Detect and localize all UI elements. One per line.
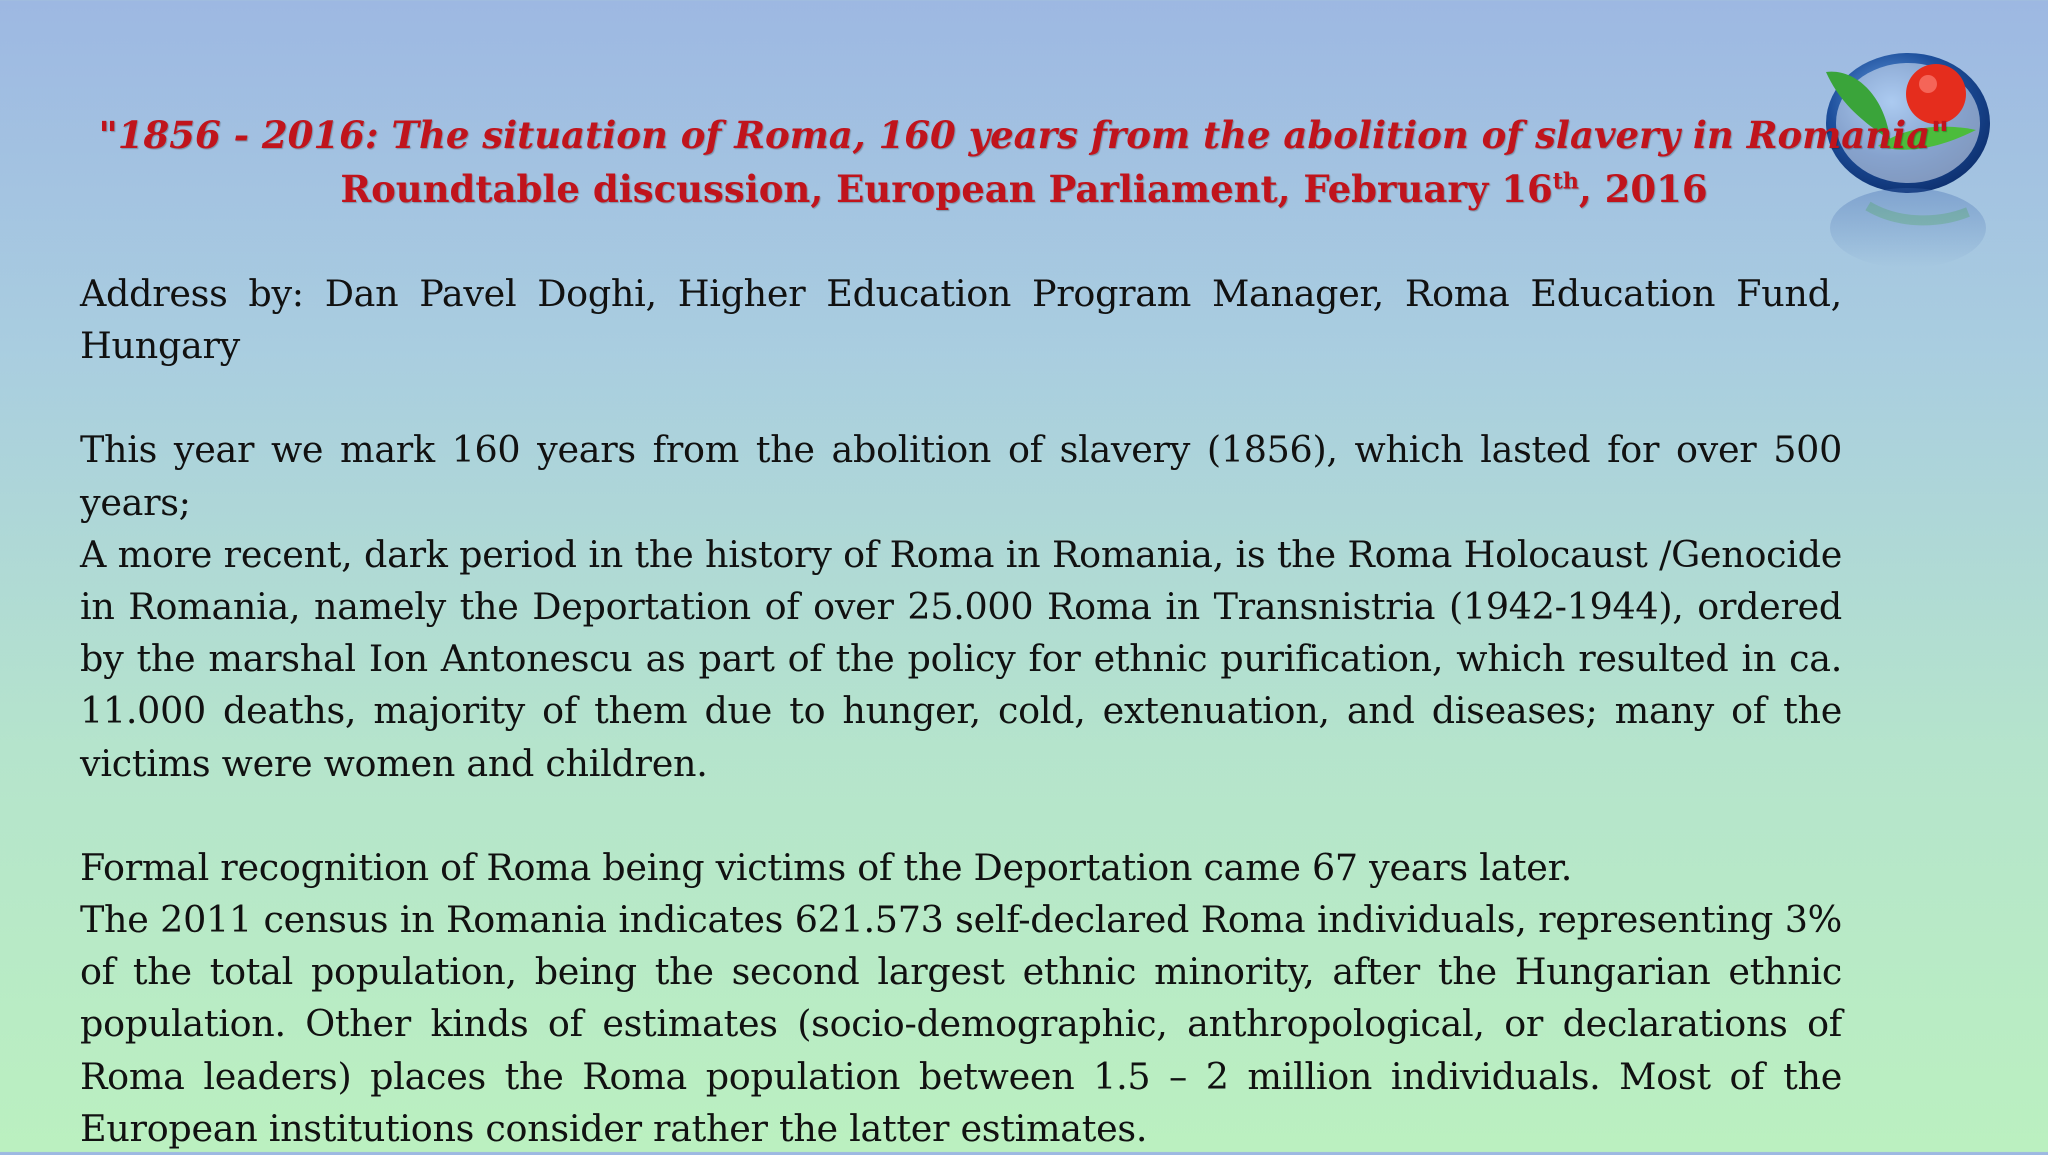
- paragraph-holocaust: A more recent, dark period in the history of Roma in Romania, is the Roma Holocaust /Genocide in Romania, namely the Deportation of over 25.000 Roma in Transnistria (1942-1944), ordered by the marshal Ion Antonescu as part of the policy for ethnic purification, which resulted in ca. 11.000 deaths, majority of them due to hunger, cold, extenuation, and diseases; many of the victims were women and children.: [80, 532, 1842, 785]
- paragraph-abolition: This year we mark 160 years from the abolition of slavery (1856), which lasted for over 500 years;: [80, 428, 1842, 524]
- spacer: [80, 372, 1842, 424]
- event-subtitle: [0, 162, 2048, 216]
- slide-body: [80, 268, 1842, 1155]
- spacer: [80, 790, 1842, 842]
- slide-title: [0, 108, 2048, 216]
- event-title: "1856 - 2016: The situation of Roma, 160 years from the abolition of slavery in Romania": [98, 113, 1950, 157]
- speaker-address: Address by: Dan Pavel Doghi, Higher Education Program Manager, Roma Education Fund, Hungary: [80, 272, 1842, 368]
- paragraph-census: The 2011 census in Romania indicates 621.573 self-declared Roma individuals, representing 3% of the total population, being the second largest ethnic minority, after the Hungarian ethnic population. Other kinds of estimates (socio-demographic, anthropological, or declarations of Roma leaders) places the Roma population between 1.5 – 2 million individuals. Most of the European institutions consider rather the latter estimates.: [80, 898, 1842, 1150]
- event-subtitle-year: , 2016: [1578, 167, 1708, 211]
- event-subtitle-text: Roundtable discussion, European Parliament, February 16: [340, 167, 1553, 211]
- paragraph-recognition: Formal recognition of Roma being victims of the Deportation came 67 years later.: [80, 845, 1573, 889]
- ordinal-suffix: th: [1552, 168, 1579, 195]
